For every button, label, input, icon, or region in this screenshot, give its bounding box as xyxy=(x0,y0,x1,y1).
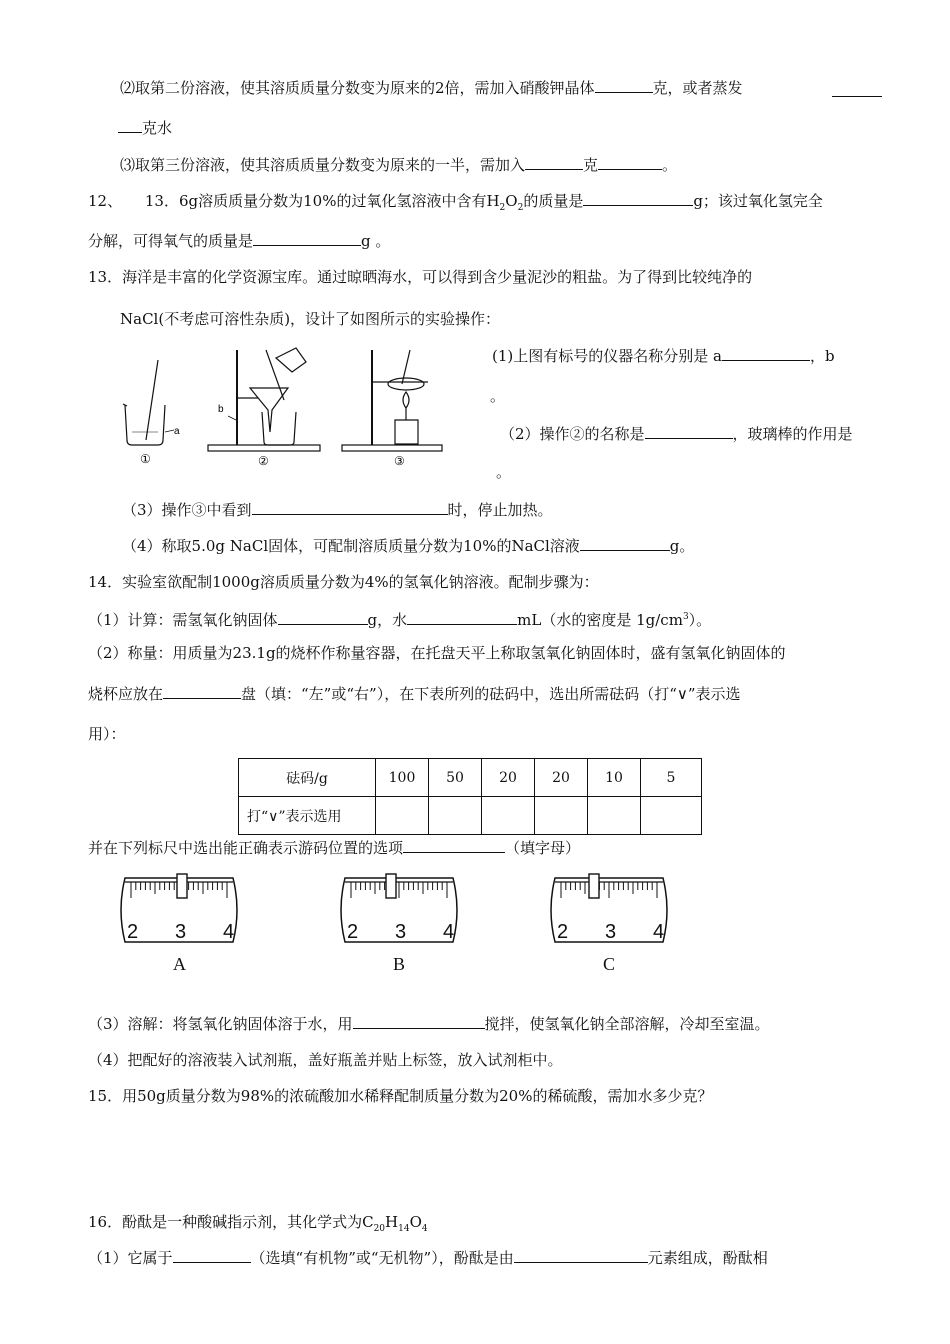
q14-s3-text: （3）溶解：将氢氧化钠固体溶于水，用 xyxy=(88,1015,353,1033)
q16-intro-text: 16．酚酞是一种酸碱指示剂，其化学式为C xyxy=(88,1213,374,1231)
q11-line-2-cont xyxy=(118,118,172,138)
q12-text-a: 13．6g溶质质量分数为10%的过氧化氢溶液中含有H xyxy=(144,192,500,210)
ruler-option-letter: B xyxy=(393,954,406,974)
weights-table-header-row xyxy=(239,759,702,797)
q13-intro-1: 13．海洋是丰富的化学资源宝库。通过晾晒海水，可以得到含少量泥沙的粗盐。为了得到比较纯净的 xyxy=(88,268,753,286)
weights-select-cell[interactable] xyxy=(376,797,429,835)
q14-blank-ruler[interactable] xyxy=(403,838,505,853)
q16-s1-text-b: （选填“有机物”或“无机物”），酚酞是由 xyxy=(250,1249,514,1267)
q11-line-3 xyxy=(120,155,677,175)
q13-s1-end: 。 xyxy=(490,387,506,405)
q13-s2-text-b: ，玻璃棒的作用是 xyxy=(732,425,853,443)
q14-s2-line2 xyxy=(88,684,741,704)
weights-select-cell[interactable] xyxy=(641,797,702,835)
q15-text: 15．用50g质量分数为98%的浓硫酸加水稀释配制质量分数为20%的稀硫酸，需加水多少克？ xyxy=(88,1087,713,1105)
ruler-tick-label: 2 xyxy=(557,921,569,943)
q11-p2-text-b: 克，或者蒸发 xyxy=(652,79,743,97)
q16-o: O xyxy=(409,1213,422,1231)
slider-weight-icon xyxy=(386,874,396,898)
q12-text-b: 的质量是 xyxy=(523,192,584,210)
q12-text-e: g 。 xyxy=(361,232,391,250)
q16-blank-elements[interactable] xyxy=(514,1248,648,1263)
ruler-tick-label: 4 xyxy=(653,921,665,943)
weights-header-50: 50 xyxy=(429,759,482,797)
q12-line-1 xyxy=(88,191,823,218)
q14-intro: 14．实验室欲配制1000g溶质质量分数为4%的氢氧化钠溶液。配制步骤为： xyxy=(88,573,599,591)
ruler-tick-label: 3 xyxy=(605,921,617,943)
q12-blank-oxygen[interactable] xyxy=(253,231,361,246)
q12-line-2 xyxy=(88,231,390,251)
q16-s1-text: （1）它属于 xyxy=(88,1249,173,1267)
weights-header-label: 砝码/g xyxy=(239,759,376,797)
beaker-with-rod-icon xyxy=(123,360,174,445)
q14-s2-text-c: 盘（填：“左”或“右”），在下表所列的砝码中，选出所需砝码（打“∨”表示选 xyxy=(241,685,741,703)
weights-table-select-row xyxy=(239,797,702,835)
q12-sub-2: 2 xyxy=(517,203,524,213)
q14-s1-sup: 3 xyxy=(682,612,689,622)
q12-blank-mass[interactable] xyxy=(583,191,693,206)
weights-table xyxy=(238,758,702,835)
q12-text-c: g；该过氧化氢完全 xyxy=(693,192,823,210)
ruler-tick-label: 2 xyxy=(127,921,139,943)
q16-blank-type[interactable] xyxy=(173,1248,251,1263)
q11-p3-text-b: 克 xyxy=(583,156,599,174)
weights-header-20a: 20 xyxy=(482,759,535,797)
weights-header-20b: 20 xyxy=(535,759,588,797)
q14-ruler-text: 并在下列标尺中选出能正确表示游码位置的选项 xyxy=(88,839,404,857)
q12-o: O xyxy=(505,192,518,210)
q14-s3-text-b: 搅拌，使氢氧化钠全部溶解，冷却至室温。 xyxy=(484,1015,770,1033)
q14-ruler-text-b: （填字母） xyxy=(505,839,581,857)
weights-header-5: 5 xyxy=(641,759,702,797)
weights-header-100: 100 xyxy=(376,759,429,797)
q11-blank-add[interactable] xyxy=(525,155,583,170)
q13-s4-text-b: g。 xyxy=(669,537,695,555)
q16-s1-text-c: 元素组成，酚酞相 xyxy=(647,1249,768,1267)
q16-intro xyxy=(88,1212,428,1239)
slider-ruler-b xyxy=(341,874,457,974)
weights-select-cell[interactable] xyxy=(588,797,641,835)
ruler-tick-label: 4 xyxy=(223,921,235,943)
slider-ruler-a xyxy=(121,874,237,974)
q11-line-2 xyxy=(120,78,743,98)
q13-blank-op3[interactable] xyxy=(252,500,448,515)
q11-blank-evaporate-cont[interactable] xyxy=(118,118,142,133)
slider-weight-icon xyxy=(589,874,599,898)
q16-sub-20: 20 xyxy=(373,1224,386,1234)
q13-intro-2: NaCl(不考虑可溶性杂质)，设计了如图所示的实验操作： xyxy=(120,310,501,328)
q14-s1 xyxy=(88,607,711,630)
q12-text-d: 分解，可得氧气的质量是 xyxy=(88,232,254,250)
q13-s3-text: （3）操作③中看到 xyxy=(122,501,252,519)
q14-blank-naoh[interactable] xyxy=(278,610,368,625)
slider-weight-icon xyxy=(177,874,187,898)
weights-select-label: 打“∨”表示选用 xyxy=(239,797,376,835)
ruler-tick-label: 3 xyxy=(175,921,187,943)
fig-label-2: ② xyxy=(258,454,269,468)
ruler-tick-label: 2 xyxy=(347,921,359,943)
q11-blank-substance[interactable] xyxy=(598,155,662,170)
q14-blank-water[interactable] xyxy=(407,610,517,625)
q14-blank-pan[interactable] xyxy=(163,684,241,699)
q14-s3 xyxy=(88,1014,770,1034)
q11-blank-crystal[interactable] xyxy=(595,78,653,93)
q14-s2-text-b: 烧杯应放在 xyxy=(88,685,164,703)
ruler-tick-label: 3 xyxy=(395,921,407,943)
q12-sub-1: 2 xyxy=(499,203,506,213)
evaporation-stand-icon xyxy=(342,350,442,451)
q11-p3-text-c: 。 xyxy=(662,156,678,174)
q12-number: 12、 xyxy=(88,192,123,210)
weights-select-cell[interactable] xyxy=(482,797,535,835)
q13-s1-text: (1)上图有标号的仪器名称分别是 a xyxy=(492,347,722,365)
q16-sub-14: 14 xyxy=(398,1224,410,1234)
q11-p2-text-c: 克水 xyxy=(142,119,173,137)
q13-apparatus-figure xyxy=(110,340,490,475)
ruler-option-letter: C xyxy=(603,954,616,974)
q16-h: H xyxy=(385,1213,399,1231)
q14-s1-text-b: g，水 xyxy=(367,611,408,629)
slider-ruler-c xyxy=(551,874,667,974)
q13-s2-end: 。 xyxy=(496,463,512,481)
label-b: b xyxy=(218,404,224,415)
weights-select-cell[interactable] xyxy=(429,797,482,835)
q13-s3 xyxy=(122,500,553,520)
q14-ruler-question xyxy=(88,838,580,858)
filtration-stand-icon xyxy=(208,348,320,451)
q14-s4: （4）把配好的溶液装入试剂瓶，盖好瓶盖并贴上标签，放入试剂柜中。 xyxy=(88,1051,563,1069)
q13-s4-text: （4）称取5.0g NaCl固体，可配制溶质质量分数为10%的NaCl溶液 xyxy=(122,537,580,555)
rulers-figure xyxy=(115,870,695,980)
q13-blank-a[interactable] xyxy=(722,346,810,361)
fig-label-3: ③ xyxy=(394,454,405,468)
ruler-option-letter: A xyxy=(173,954,186,974)
fig-label-1: ① xyxy=(140,452,151,466)
label-a: a xyxy=(174,426,180,437)
q14-s1-text-c: mL（水的密度是 1g/cm xyxy=(517,611,683,629)
q11-blank-evaporate[interactable] xyxy=(832,82,882,97)
q13-s1 xyxy=(492,346,835,366)
q13-s4 xyxy=(122,536,694,556)
q11-p3-text: ⑶取第三份溶液，使其溶质质量分数变为原来的一半，需加入 xyxy=(120,156,526,174)
q16-sub-4: 4 xyxy=(421,1224,428,1234)
q14-s1-text: （1）计算：需氢氧化钠固体 xyxy=(88,611,278,629)
q13-s2 xyxy=(500,424,853,444)
q14-blank-stir[interactable] xyxy=(353,1014,485,1029)
q13-s3-text-b: 时，停止加热。 xyxy=(447,501,553,519)
weights-header-10: 10 xyxy=(588,759,641,797)
q11-p2-text: ⑵取第二份溶液，使其溶质质量分数变为原来的2倍，需加入硝酸钾晶体 xyxy=(120,79,595,97)
q14-s2-line1: （2）称量：用质量为23.1g的烧杯作称量容器，在托盘天平上称取氢氧化钠固体时，盛有氢氧化钠固体的 xyxy=(88,644,786,662)
q14-s1-text-d: ）。 xyxy=(688,611,712,629)
weights-select-cell[interactable] xyxy=(535,797,588,835)
q13-s1-text-b: ，b xyxy=(809,347,835,365)
q14-s2-line3: 用）： xyxy=(88,725,126,743)
q16-s1 xyxy=(88,1248,768,1268)
q13-s2-text: （2）操作②的名称是 xyxy=(500,425,645,443)
ruler-tick-label: 4 xyxy=(443,921,455,943)
q13-blank-op2[interactable] xyxy=(645,424,733,439)
q13-blank-solution[interactable] xyxy=(580,536,670,551)
